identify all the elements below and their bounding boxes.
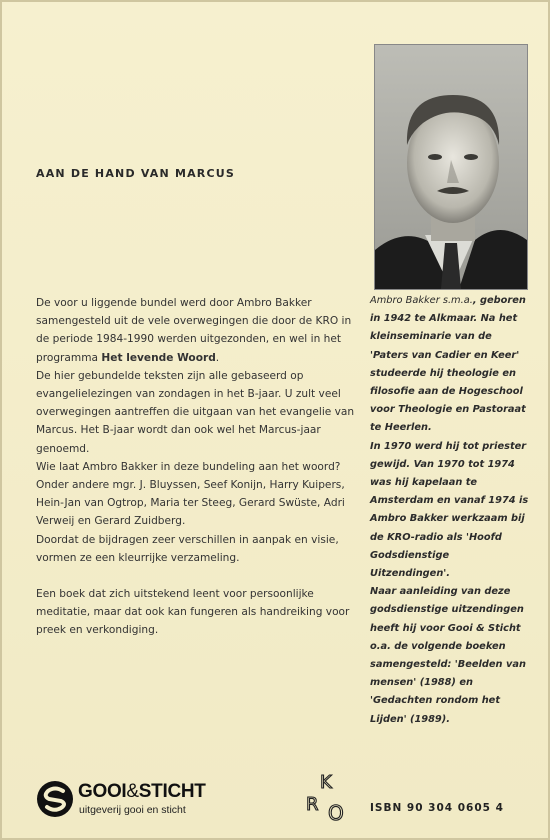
author-bio [370, 292, 530, 729]
isbn-number: ISBN 90 304 0605 4 [370, 802, 504, 814]
book-title: AAN DE HAND VAN MARCUS [36, 167, 235, 180]
description-paragraph-4: Doordat de bijdragen zeer verschillen in aanpak en visie, vormen ze een kleurrijke verzameling. [36, 533, 339, 564]
publisher-logo [36, 780, 256, 820]
publisher-name-amp: & [126, 781, 139, 802]
author-name: Ambro Bakker s.m.a. [370, 295, 473, 306]
author-portrait-image [375, 45, 527, 289]
kro-logo-icon [300, 766, 356, 826]
bio-text: In 1970 werd hij tot priester gewijd. Van 1970 tot 1974 was hij kapelaan te Amsterdam en vanaf 1974 is Ambro Bakker werkzaam bij de KRO-radio als 'Hoofd Godsdienstige Uitzendingen'. [370, 440, 529, 580]
publisher-mark-icon [36, 780, 74, 818]
publisher-name [78, 781, 206, 803]
description-text: De voor u liggende bundel werd door Ambro Bakker samengesteld uit de vele overwegingen die door de KRO in de periode 1984-1990 werden uitgezonden, en wel in het programma [36, 297, 352, 364]
svg-text:O: O [328, 801, 344, 825]
svg-text:R: R [306, 794, 319, 815]
svg-text:K: K [320, 772, 332, 793]
publisher-tagline: uitgeverij gooi en sticht [79, 804, 186, 816]
bio-paragraph-1 [370, 292, 530, 438]
publisher-name-part: GOOI [78, 781, 127, 802]
description-paragraph-5: Een boek dat zich uitstekend leent voor persoonlijke meditatie, maar dat ook kan fungeren als handreiking voor preek en verkondiging. [36, 588, 350, 637]
bio-paragraph-2 [370, 438, 530, 584]
description-paragraph-3: Wie laat Ambro Bakker in deze bundeling aan het woord? Onder andere mgr. J. Bluyssen, Seef Konijn, Harry Kuipers, Hein-Jan van Ogtrop, Maria ter Steeg, Gerard Swüste, Adri Verweij en Gerard Zuidberg. [36, 460, 345, 528]
description-paragraph-2: De hier gebundelde teksten zijn alle gebaseerd op evangelielezingen van zondagen in het B-jaar. U zult veel overwegingen aantreffen die uitgaan van het evangelie van Marcus. Het B-jaar wordt dan ook wel het Marcus-jaar genoemd. [36, 369, 355, 455]
publisher-name-part: STICHT [138, 781, 206, 802]
author-photo [374, 44, 528, 290]
program-name: Het levende Woord [101, 351, 216, 364]
description-paragraph-1 [36, 294, 358, 367]
description-text: . [215, 351, 220, 364]
bio-paragraph-3 [370, 583, 530, 729]
description [36, 294, 358, 640]
bio-text: Naar aanleiding van deze godsdienstige uitzendingen heeft hij voor Gooi & Sticht o.a. de volgende boeken samengesteld: 'Beelden van mensen' (1988) en 'Gedachten rondom het Lijden' (1989). [370, 586, 526, 725]
bio-text: , geboren in 1942 te Alkmaar. Na het kleinseminarie van de 'Paters van Cadier en Keer' studeerde hij theologie en filosofie aan de Hogeschool voor Theologie en Pastoraat te Heerlen. [370, 295, 526, 434]
